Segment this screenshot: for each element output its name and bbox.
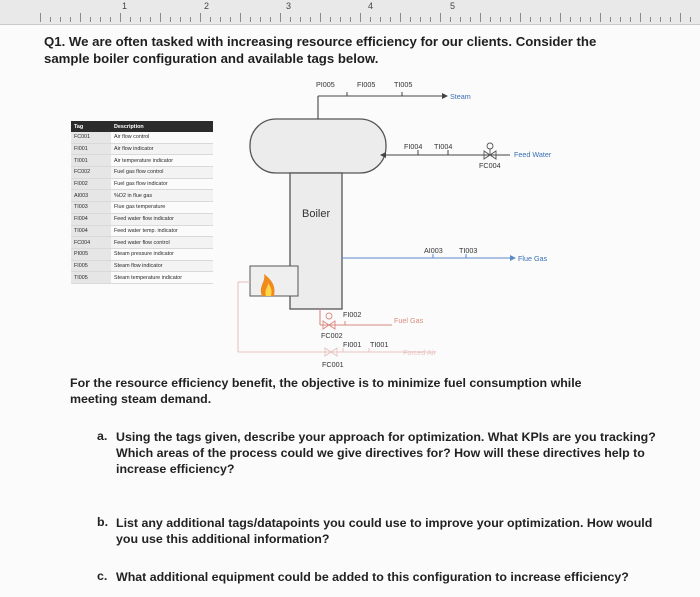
tag-cell: FI002 bbox=[71, 178, 111, 190]
item-c-text: What additional equipment could be added to this configuration to increase efficiency? bbox=[116, 570, 629, 584]
ruler-number: 4 bbox=[368, 1, 374, 11]
item-a-text: Using the tags given, describe your approach for optimization. What KPIs are you tracking? Which areas of the process could we give directives for? How will these directives help to increase efficiency? bbox=[116, 430, 656, 476]
feed-water-valve-icon bbox=[484, 143, 496, 159]
description-cell: Fuel gas flow control bbox=[111, 167, 213, 179]
description-cell: Feed water flow indicator bbox=[111, 213, 213, 225]
description-cell: Air flow indicator bbox=[111, 143, 213, 155]
label-steam: Steam bbox=[450, 92, 471, 101]
label-fi002: FI002 bbox=[343, 310, 362, 319]
description-cell: Steam flow indicator bbox=[111, 260, 213, 272]
table-header-tag: Tag bbox=[71, 121, 111, 132]
description-cell: Air temperature indicator bbox=[111, 155, 213, 167]
question-title: Q1. We are often tasked with increasing resource efficiency for our clients. Consider the sample boiler configuration and available tags below. bbox=[44, 34, 597, 66]
label-fi004: FI004 bbox=[404, 142, 423, 151]
tag-cell: TI005 bbox=[71, 272, 111, 284]
objective-paragraph: For the resource efficiency benefit, the objective is to minimize fuel consumption while meeting steam demand. bbox=[70, 376, 582, 406]
label-ti005: TI005 bbox=[394, 80, 413, 89]
tag-cell: FC004 bbox=[71, 237, 111, 249]
label-forced-air: Forced Air bbox=[403, 348, 436, 357]
label-fuel-gas: Fuel Gas bbox=[394, 316, 424, 325]
tag-cell: PI005 bbox=[71, 248, 111, 260]
label-fi005: FI005 bbox=[357, 80, 376, 89]
description-cell: Feed water temp. indicator bbox=[111, 225, 213, 237]
label-fi001: FI001 bbox=[343, 340, 362, 349]
tag-cell: TI003 bbox=[71, 202, 111, 214]
tag-cell: FI001 bbox=[71, 143, 111, 155]
label-ti004: TI004 bbox=[434, 142, 453, 151]
label-fc001: FC001 bbox=[322, 360, 344, 369]
ruler-number: 2 bbox=[204, 1, 210, 11]
tag-cell: FI004 bbox=[71, 213, 111, 225]
item-b-marker: b. bbox=[97, 515, 109, 529]
label-ai003: AI003 bbox=[424, 246, 443, 255]
description-cell: Steam pressure indicator bbox=[111, 248, 213, 260]
tag-cell: FC001 bbox=[71, 132, 111, 143]
label-fc002: FC002 bbox=[321, 331, 343, 340]
description-cell: Flue gas temperature bbox=[111, 202, 213, 214]
description-cell: Air flow control bbox=[111, 132, 213, 143]
item-b-text: List any additional tags/datapoints you could use to improve your optimization. How would you use this additional information? bbox=[116, 516, 653, 546]
steam-drum bbox=[250, 119, 386, 173]
tag-cell: AI003 bbox=[71, 190, 111, 202]
tag-cell: FI005 bbox=[71, 260, 111, 272]
label-feed-water: Feed Water bbox=[514, 150, 552, 159]
fuel-gas-valve-icon bbox=[323, 313, 335, 329]
ruler-number: 1 bbox=[122, 1, 128, 11]
description-cell: Steam temperature indicator bbox=[111, 272, 213, 284]
description-cell: %O2 in flue gas bbox=[111, 190, 213, 202]
ruler-number: 5 bbox=[450, 1, 456, 11]
description-cell: Fuel gas flow indicator bbox=[111, 178, 213, 190]
item-c-marker: c. bbox=[97, 569, 108, 583]
label-ti003: TI003 bbox=[459, 246, 478, 255]
tag-cell: TI001 bbox=[71, 155, 111, 167]
label-ti001: TI001 bbox=[370, 340, 389, 349]
ruler-number: 3 bbox=[286, 1, 292, 11]
item-a-marker: a. bbox=[97, 429, 108, 443]
table-header-description: Description bbox=[111, 121, 213, 132]
label-flue-gas: Flue Gas bbox=[518, 254, 548, 263]
label-pi005: PI005 bbox=[316, 80, 335, 89]
tag-cell: FC002 bbox=[71, 167, 111, 179]
tag-cell: TI004 bbox=[71, 225, 111, 237]
label-fc004: FC004 bbox=[479, 161, 501, 170]
boiler-label: Boiler bbox=[302, 208, 331, 220]
description-cell: Feed water flow control bbox=[111, 237, 213, 249]
